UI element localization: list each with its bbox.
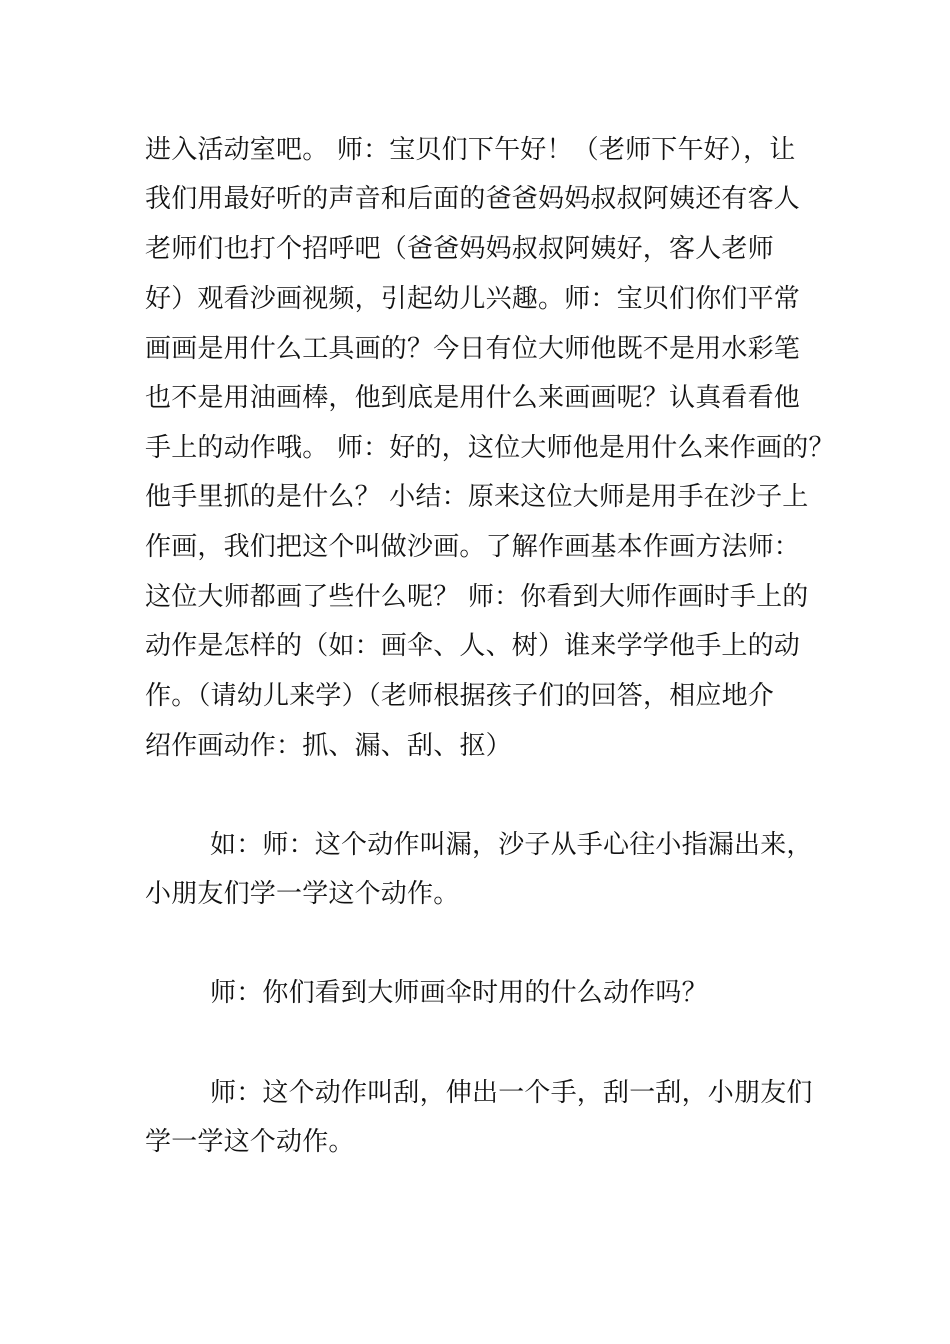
text-line: 作画，我们把这个叫做沙画。了解作画基本作画方法师： <box>145 532 801 562</box>
text-line: 动作是怎样的（如：画伞、人、树）谁来学学他手上的动 <box>145 631 801 661</box>
text-line: 进入活动室吧。 师：宝贝们下午好！（老师下午好），让 <box>145 135 796 165</box>
text-line: 我们用最好听的声音和后面的爸爸妈妈叔叔阿姨还有客人 <box>145 184 801 214</box>
text-line: 好）观看沙画视频，引起幼儿兴趣。师：宝贝们你们平常 <box>145 284 801 314</box>
text-line: 师：这个动作叫刮，伸出一个手，刮一刮，小朋友们 <box>210 1078 813 1108</box>
text-line: 画画是用什么工具画的？今日有位大师他既不是用水彩笔 <box>145 334 801 364</box>
text-line: 他手里抓的是什么？ 小结：原来这位大师是用手在沙子上 <box>145 482 809 512</box>
text-line: 这位大师都画了些什么呢？ 师：你看到大师作画时手上的 <box>145 582 809 612</box>
text-line: 小朋友们学一学这个动作。 <box>145 879 460 909</box>
text-line: 师：你们看到大师画伞时用的什么动作吗？ <box>210 978 708 1008</box>
text-line: 学一学这个动作。 <box>145 1127 355 1157</box>
text-line: 如：师：这个动作叫漏，沙子从手心往小指漏出来， <box>210 830 813 860</box>
text-line: 老师们也打个招呼吧（爸爸妈妈叔叔阿姨好，客人老师 <box>145 234 774 264</box>
text-line: 作。（请幼儿来学）（老师根据孩子们的回答，相应地介 <box>145 681 775 711</box>
text-line: 手上的动作哦。 师：好的，这位大师他是用什么来作画的？ <box>145 433 835 463</box>
text-line: 也不是用油画棒，他到底是用什么来画画呢？认真看看他 <box>145 383 801 413</box>
text-line: 绍作画动作：抓、漏、刮、抠） <box>145 731 512 761</box>
